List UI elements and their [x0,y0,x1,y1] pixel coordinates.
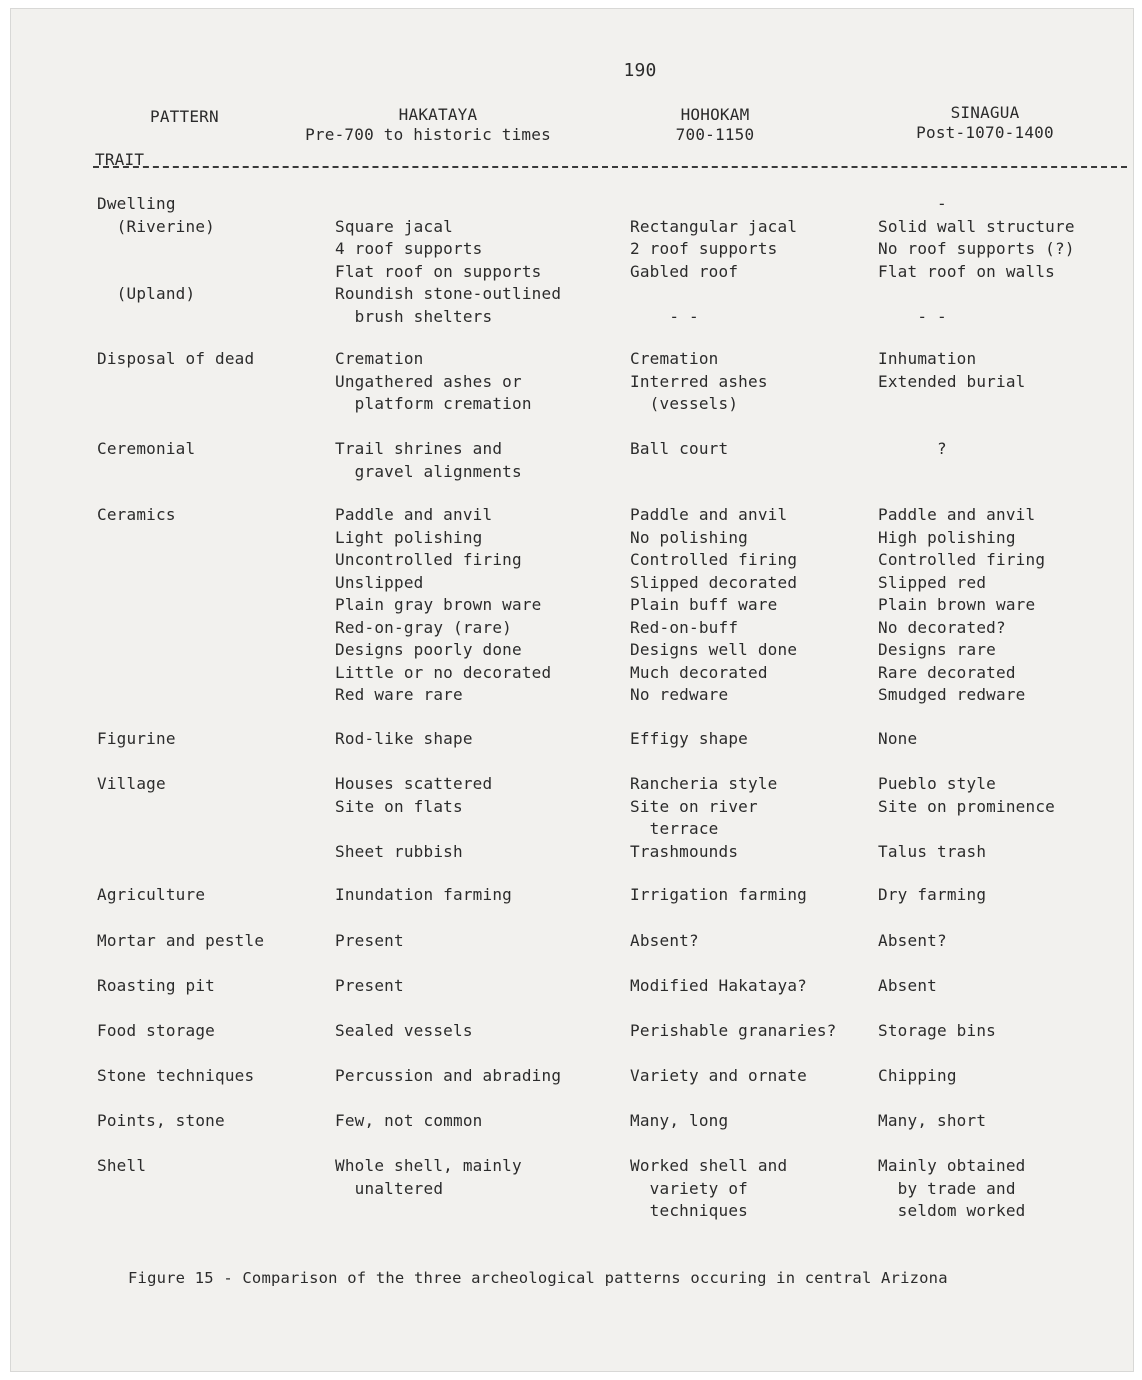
sinagua-cell-line: Solid wall structure [878,216,1075,236]
hohokam-cell-line: No redware [630,685,729,704]
hakataya-cell-line: Red ware rare [335,685,463,704]
hakataya-cell-line: Red-on-gray (rare) [335,617,512,637]
sinagua-cell-line: None [878,729,918,748]
hakataya-cell-line: Unslipped [335,572,424,592]
hakataya-cell-line: Sheet rubbish [335,841,463,861]
sinagua-cell-line: Extended burial [878,371,1026,391]
sinagua-cell-line: No decorated? [878,617,1006,637]
sinagua-cell-line: Inhumation [878,349,977,368]
hohokam-cell-line: 2 roof supports [630,239,778,258]
hakataya-cell-line: Uncontrolled firing [335,550,522,569]
hohokam-cell-line: Paddle and anvil [630,505,788,524]
hohokam-cell-line: Trashmounds [630,841,739,861]
sinagua-cell-line: Chipping [878,1066,957,1085]
hakataya-cell-line: Houses scattered [335,774,493,793]
header-divider [93,166,1127,168]
hohokam-cell-line: Gabled roof [630,261,739,281]
hohokam-cell-line: Controlled firing [630,550,798,569]
hakataya-cell-line: gravel alignments [335,461,522,481]
hakataya-cell-line: Site on flats [335,796,463,816]
hakataya-cell-line: Roundish stone-outlined [335,284,562,303]
trait-cell-line: Shell [97,1156,147,1175]
sinagua-cell-line: Mainly obtained [878,1156,1026,1175]
header-trait: TRAIT [95,150,145,169]
hakataya-cell-line: 4 roof supports [335,239,483,258]
hakataya-cell-line: Little or no decorated [335,662,552,682]
hohokam-cell-line: Designs well done [630,640,798,659]
hohokam-cell-line: techniques [630,1201,748,1220]
hakataya-cell-line: Percussion and abrading [335,1066,562,1085]
sinagua-cell-line: - [878,194,947,213]
hohokam-cell-line: terrace [630,819,719,838]
sinagua-cell-line: by trade and [878,1178,1016,1198]
trait-cell-line: Village [97,774,166,793]
hakataya-cell-line: Cremation [335,349,424,368]
sinagua-cell-line: - - [878,306,947,326]
hakataya-cell-line: Paddle and anvil [335,505,493,524]
hakataya-cell-line: Whole shell, mainly [335,1156,522,1175]
trait-cell-line: Dwelling [97,194,176,213]
sinagua-cell-line: Plain brown ware [878,595,1036,614]
sinagua-cell-line: Talus trash [878,841,987,861]
header-pattern: PATTERN [150,107,219,126]
sinagua-cell-line: Paddle and anvil [878,505,1036,524]
header-hohokam-date: 700-1150 [675,125,755,144]
sinagua-cell-line: Site on prominence [878,796,1055,816]
sinagua-cell-line: Absent? [878,931,947,950]
trait-cell-line: Figurine [97,729,176,748]
hohokam-cell-line: (vessels) [630,394,739,413]
sinagua-cell-line: No roof supports (?) [878,239,1075,258]
trait-cell-line: Disposal of dead [97,349,255,368]
trait-cell-line: Roasting pit [97,976,215,995]
sinagua-cell-line: Flat roof on walls [878,261,1055,281]
hohokam-cell-line: Rancheria style [630,774,778,793]
header-hakataya-name: HAKATAYA [398,105,478,124]
hakataya-cell-line: Rod-like shape [335,729,473,748]
sinagua-cell-line: seldom worked [878,1201,1026,1220]
hohokam-cell-line: Cremation [630,349,719,368]
hohokam-cell-line: Slipped decorated [630,572,798,592]
sinagua-cell-line: High polishing [878,527,1016,547]
hohokam-cell-line: Modified Hakataya? [630,976,807,995]
hohokam-cell-line: Plain buff ware [630,595,778,614]
hohokam-cell-line: No polishing [630,527,748,547]
trait-cell-line: Mortar and pestle [97,931,265,950]
sinagua-cell-line: Rare decorated [878,662,1016,682]
trait-cell-line: Food storage [97,1021,215,1040]
hohokam-cell-line: Interred ashes [630,371,768,391]
hohokam-cell-line: Red-on-buff [630,617,739,637]
trait-cell-line: Ceremonial [97,439,196,458]
hohokam-cell-line: Worked shell and [630,1156,788,1175]
trait-cell-line: (Riverine) [97,216,215,236]
page-number: 190 [623,60,657,81]
hohokam-cell-line: Effigy shape [630,729,748,748]
sinagua-cell-line: Slipped red [878,572,987,592]
trait-cell-line: Agriculture [97,885,206,904]
hakataya-cell-line: Designs poorly done [335,640,522,659]
hakataya-cell-line: unaltered [335,1178,444,1198]
figure-caption: Figure 15 - Comparison of the three archeological patterns occuring in central Arizona [128,1269,948,1287]
trait-cell-line: Stone techniques [97,1066,255,1085]
sinagua-cell-line: Pueblo style [878,774,996,793]
hohokam-cell-line: Perishable granaries? [630,1021,837,1040]
header-hohokam-name: HOHOKAM [680,105,750,124]
sinagua-cell-line: Controlled firing [878,550,1046,569]
hohokam-cell-line: Rectangular jacal [630,216,798,236]
header-hakataya-date: Pre-700 to historic times [305,125,551,144]
hakataya-cell-line: brush shelters [335,306,493,326]
trait-cell-line: Points, stone [97,1111,225,1130]
hohokam-cell-line: Ball court [630,439,729,458]
sinagua-cell-line: Many, short [878,1111,987,1130]
header-sinagua-name: SINAGUA [950,103,1020,122]
trait-cell-line: Ceramics [97,505,176,524]
sinagua-cell-line: Designs rare [878,640,996,659]
hohokam-cell-line: variety of [630,1178,748,1198]
hohokam-cell-line: Much decorated [630,662,768,682]
hakataya-cell-line: Square jacal [335,216,453,236]
sinagua-cell-line: Storage bins [878,1021,996,1040]
sinagua-cell-line: ? [878,439,947,458]
hakataya-cell-line: Flat roof on supports [335,261,542,281]
hohokam-cell-line: Irrigation farming [630,885,807,904]
hakataya-cell-line: Few, not common [335,1111,483,1130]
hohokam-cell-line: Site on river [630,796,758,816]
hakataya-cell-line: Inundation farming [335,885,512,904]
sinagua-cell-line: Smudged redware [878,685,1026,704]
hohokam-cell-line: Absent? [630,931,699,950]
hohokam-cell-line: Variety and ornate [630,1066,807,1085]
trait-cell-line: (Upland) [97,284,196,303]
hohokam-cell-line: - - [630,306,699,326]
hakataya-cell-line: platform cremation [335,394,532,413]
hakataya-cell-line: Present [335,931,404,950]
hakataya-cell-line: Trail shrines and [335,439,503,458]
hohokam-cell-line: Many, long [630,1111,729,1130]
hakataya-cell-line: Light polishing [335,527,483,547]
sinagua-cell-line: Absent [878,976,937,995]
hakataya-cell-line: Ungathered ashes or [335,371,522,391]
hakataya-cell-line: Plain gray brown ware [335,595,542,614]
hakataya-cell-line: Sealed vessels [335,1021,473,1040]
sinagua-cell-line: Dry farming [878,885,987,904]
header-sinagua-date: Post-1070-1400 [916,123,1054,142]
hakataya-cell-line: Present [335,976,404,995]
